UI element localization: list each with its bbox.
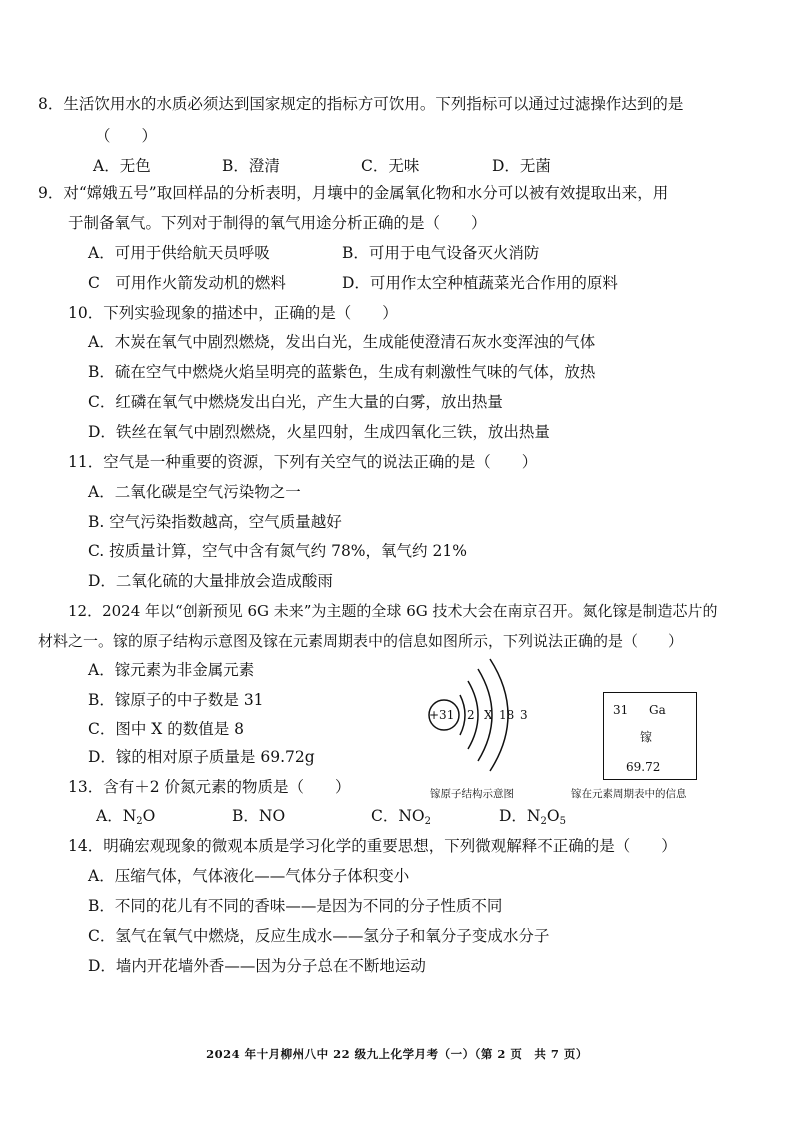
q10-option-b[interactable]: B．硫在空气中燃烧火焰呈明亮的蓝紫色，生成有刺激性气味的气体，放热 (88, 363, 596, 381)
element-caption: 镓在元素周期表中的信息 (571, 788, 687, 800)
element-mass: 69.72 (626, 760, 661, 774)
q13-d-tail: O (546, 807, 560, 825)
q13-option-b[interactable] (232, 806, 285, 826)
q11-option-d[interactable]: D．二氧化硫的大量排放会造成酸雨 (88, 572, 333, 590)
atom-caption: 镓原子结构示意图 (430, 788, 514, 800)
q12-option-c[interactable]: C．图中 X 的数值是 8 (88, 720, 245, 738)
q13-c-sub: 2 (424, 816, 432, 827)
element-symbol: Ga (649, 703, 666, 717)
q9-option-d[interactable]: D．可用作太空种植蔬菜光合作用的原料 (342, 274, 618, 292)
q13-d-text: D．N (499, 807, 541, 825)
q8-option-d[interactable]: D．无菌 (492, 157, 551, 175)
q11-option-b[interactable]: B. 空气污染指数越高，空气质量越好 (88, 513, 342, 531)
q9-stem-line2: 于制备氧气。下列对于制得的氧气用途分析正确的是（ ） (68, 214, 487, 232)
q11-stem: 11．空气是一种重要的资源，下列有关空气的说法正确的是（ ） (68, 453, 538, 471)
q11-option-c[interactable]: C. 按质量计算，空气中含有氮气约 78%，氧气约 21% (88, 542, 467, 560)
q14-option-b[interactable]: B．不同的花儿有不同的香味——是因为不同的分子性质不同 (88, 897, 503, 915)
q12-option-a[interactable]: A．镓元素为非金属元素 (88, 661, 255, 679)
q10-option-c[interactable]: C．红磷在氧气中燃烧发出白光，产生大量的白雾，放出热量 (88, 393, 503, 411)
q8-stem-line1: 8．生活饮用水的水质必须达到国家规定的指标方可饮用。下列指标可以通过过滤操作达到的是 (38, 95, 684, 113)
element-number: 31 (613, 703, 629, 717)
atom-nucleus-label: +31 (429, 708, 455, 722)
q13-d-sub: 2 (540, 816, 547, 827)
q14-option-c[interactable]: C．氢气在氧气中燃烧，反应生成水——氢分子和氧分子变成水分子 (88, 927, 550, 945)
shell-1-count: 2 (467, 708, 475, 722)
q13-a-text: A．N (96, 807, 137, 825)
page-footer: 2024 年十月柳州八中 22 级九上化学月考（一）（第 2 页 共 7 页） (206, 1047, 588, 1061)
q8-option-b[interactable]: B．澄清 (222, 157, 280, 175)
q11-option-a[interactable]: A．二氧化碳是空气污染物之一 (88, 483, 301, 501)
q8-option-c[interactable]: C．无味 (361, 157, 420, 175)
q10-option-a[interactable]: A．木炭在氧气中剧烈燃烧，发出白光，生成能使澄清石灰水变浑浊的气体 (88, 333, 596, 351)
q13-option-c[interactable] (371, 806, 431, 832)
q8-stem-line2: （ ） (95, 127, 158, 145)
shell-3-count: 18 (499, 708, 515, 722)
q14-stem: 14．明确宏观现象的微观本质是学习化学的重要思想，下列微观解释不正确的是（ ） (68, 837, 677, 855)
q13-option-d[interactable] (499, 806, 566, 832)
q8-option-a[interactable]: A．无色 (93, 157, 151, 175)
q9-stem-line1: 9．对“嫦娥五号”取回样品的分析表明，月壤中的金属氧化物和水分可以被有效提取出来，用 (38, 184, 669, 202)
q12-stem-line2: 材料之一。镓的原子结构示意图及镓在元素周期表中的信息如图所示，下列说法正确的是（ ） (38, 632, 684, 650)
q9-option-b[interactable]: B．可用于电气设备灭火消防 (342, 244, 540, 262)
q9-option-c[interactable]: C 可用作火箭发动机的燃料 (88, 274, 286, 292)
q10-stem: 10．下列实验现象的描述中，正确的是（ ） (68, 304, 398, 322)
q12-option-b[interactable]: B．镓原子的中子数是 31 (88, 691, 264, 709)
q13-b-text: B．NO (232, 807, 286, 825)
shell-2-count: X (484, 708, 493, 722)
q13-a-tail: O (142, 807, 156, 825)
element-name: 镓 (640, 730, 653, 744)
q14-option-a[interactable]: A．压缩气体，气体液化——气体分子体积变小 (88, 867, 410, 885)
q13-stem: 13．含有＋2 价氮元素的物质是（ ） (68, 778, 351, 796)
q13-d-sub2: 5 (559, 816, 566, 827)
q12-stem-line1: 12．2024 年以“创新预见 6G 未来”为主题的全球 6G 技术大会在南京召开。氮化镓是制造芯片的 (68, 602, 718, 620)
q13-option-a[interactable] (96, 806, 155, 832)
q12-option-d[interactable]: D．镓的相对原子质量是 69.72g (88, 748, 315, 766)
shell-4-count: 3 (520, 708, 528, 722)
q14-option-d[interactable]: D．墙内开花墙外香——因为分子总在不断地运动 (88, 957, 426, 975)
q13-c-text: C．NO (371, 807, 425, 825)
q9-option-a[interactable]: A．可用于供给航天员呼吸 (88, 244, 270, 262)
q13-a-sub: 2 (136, 816, 143, 827)
q10-option-d[interactable]: D．铁丝在氧气中剧烈燃烧，火星四射，生成四氧化三铁，放出热量 (88, 423, 550, 441)
